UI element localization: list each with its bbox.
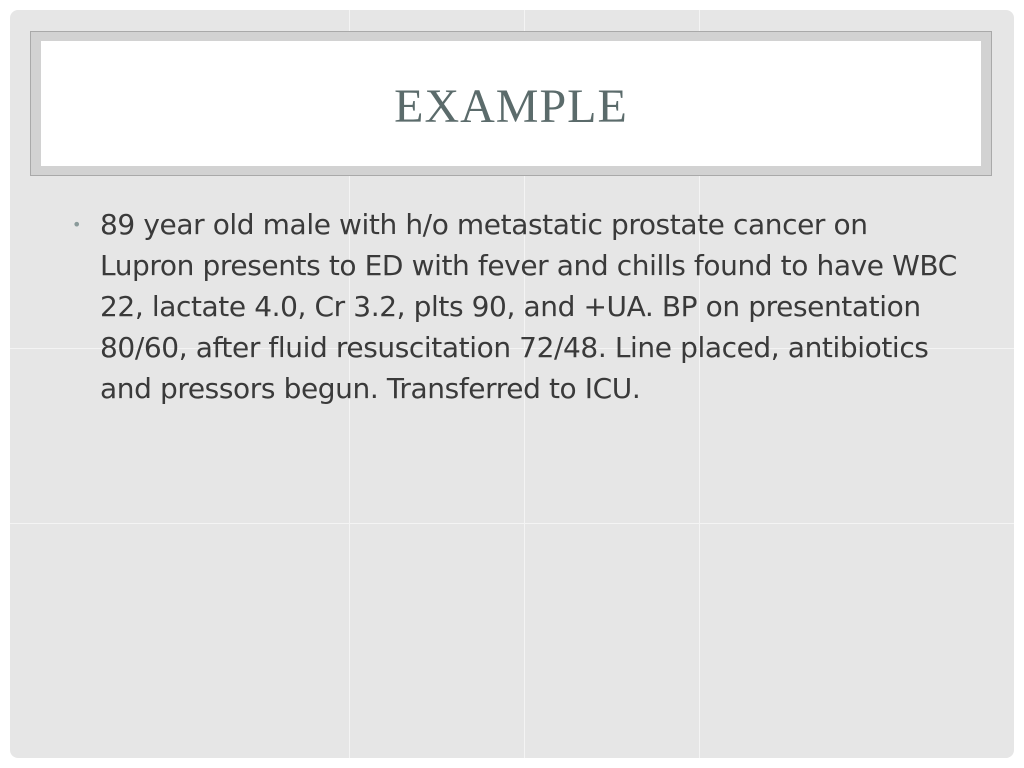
- slide-body: [72, 204, 962, 409]
- grid-line: [10, 523, 1014, 524]
- bullet-marker: •: [72, 215, 82, 234]
- title-frame: [30, 31, 992, 176]
- title-box: [41, 41, 981, 166]
- slide: [10, 10, 1014, 758]
- bullet-item: [72, 204, 962, 409]
- slide-title: EXAMPLE: [394, 79, 628, 133]
- bullet-text: 89 year old male with h/o metastatic prostate cancer on Lupron presents to ED with fever and chills found to have WBC 22, lactate 4.0, Cr 3.2, plts 90, and +UA. BP on presentation 80/60, after fluid resuscitation 72/48. Line placed, antibiotics and pressors begun. Transferred to ICU.: [100, 208, 957, 405]
